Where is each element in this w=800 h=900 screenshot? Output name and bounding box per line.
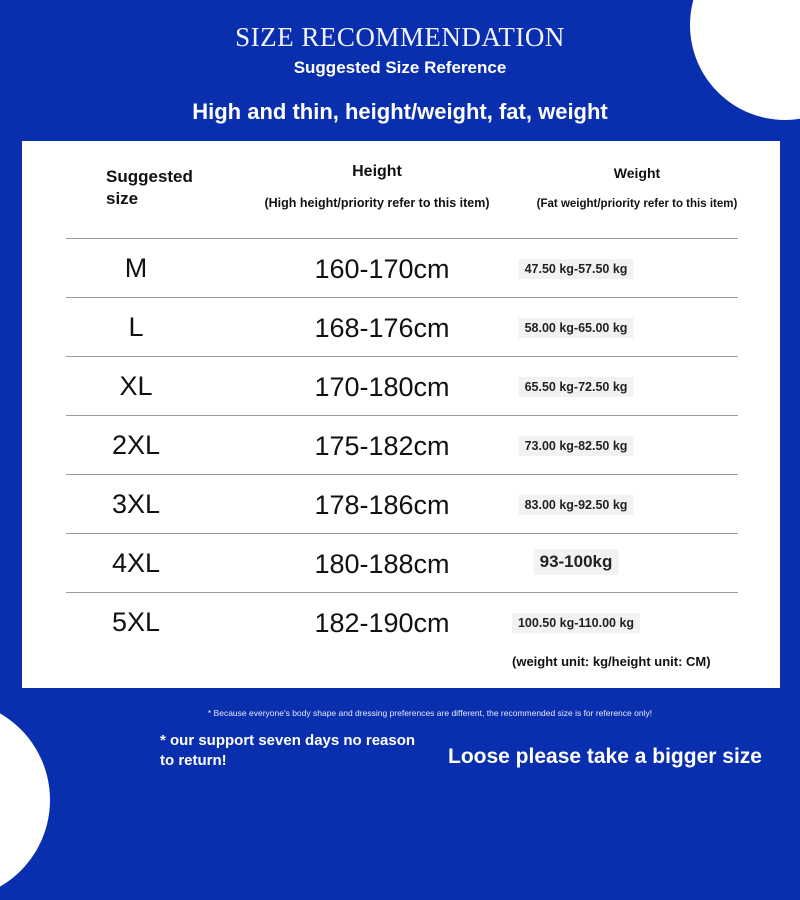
table-row — [66, 533, 738, 592]
size-table-rows — [66, 238, 738, 651]
size-cell: 3XL — [111, 489, 161, 519]
weight-cell: 47.50 kg-57.50 kg — [519, 259, 634, 279]
table-row — [66, 356, 738, 415]
weight-label: Weight — [613, 165, 661, 181]
height-cell: 182-190cm — [314, 608, 450, 638]
height-cell: 175-182cm — [314, 431, 450, 461]
height-cell: 180-188cm — [314, 549, 450, 579]
section-heading: High and thin, height/weight, fat, weight — [192, 99, 608, 124]
return-policy-text: * our support seven days no reason to return! — [160, 732, 416, 769]
column-header-height — [222, 163, 532, 210]
height-note: (High height/priority refer to this item) — [264, 196, 490, 210]
table-row — [66, 297, 738, 356]
size-cell: XL — [119, 371, 153, 401]
table-row — [66, 238, 738, 297]
size-cell: 2XL — [111, 430, 161, 460]
weight-cell: 58.00 kg-65.00 kg — [519, 318, 634, 338]
height-label: Height — [352, 163, 402, 180]
column-header-size: Suggested size — [106, 167, 193, 208]
weight-cell: 100.50 kg-110.00 kg — [512, 613, 640, 633]
table-row — [66, 592, 738, 651]
height-cell: 170-180cm — [314, 372, 450, 402]
size-cell: 5XL — [111, 607, 161, 637]
height-cell: 168-176cm — [314, 313, 450, 343]
size-cell: 4XL — [111, 548, 161, 578]
unit-note: (weight unit: kg/height unit: CM) — [512, 654, 711, 669]
page-title: SIZE RECOMMENDATION — [235, 22, 565, 52]
weight-cell: 83.00 kg-92.50 kg — [519, 495, 634, 515]
weight-note: (Fat weight/priority refer to this item) — [536, 198, 738, 210]
size-cell: L — [128, 312, 144, 342]
weight-cell: 93-100kg — [534, 549, 619, 575]
page-subtitle: Suggested Size Reference — [293, 58, 507, 77]
table-row — [66, 474, 738, 533]
weight-cell: 73.00 kg-82.50 kg — [519, 436, 634, 456]
column-header-weight — [512, 165, 762, 210]
decorative-circle-bottom-left — [0, 700, 50, 900]
weight-cell: 65.50 kg-72.50 kg — [519, 377, 634, 397]
size-advice-text: Loose please take a bigger size — [448, 745, 762, 768]
size-cell: M — [124, 253, 148, 283]
table-row — [66, 415, 738, 474]
height-cell: 178-186cm — [314, 490, 450, 520]
size-chart-card — [22, 141, 780, 688]
disclaimer-text: * Because everyone's body shape and dressing preferences are different, the recommended size is for reference only! — [207, 708, 653, 718]
height-cell: 160-170cm — [314, 254, 450, 284]
